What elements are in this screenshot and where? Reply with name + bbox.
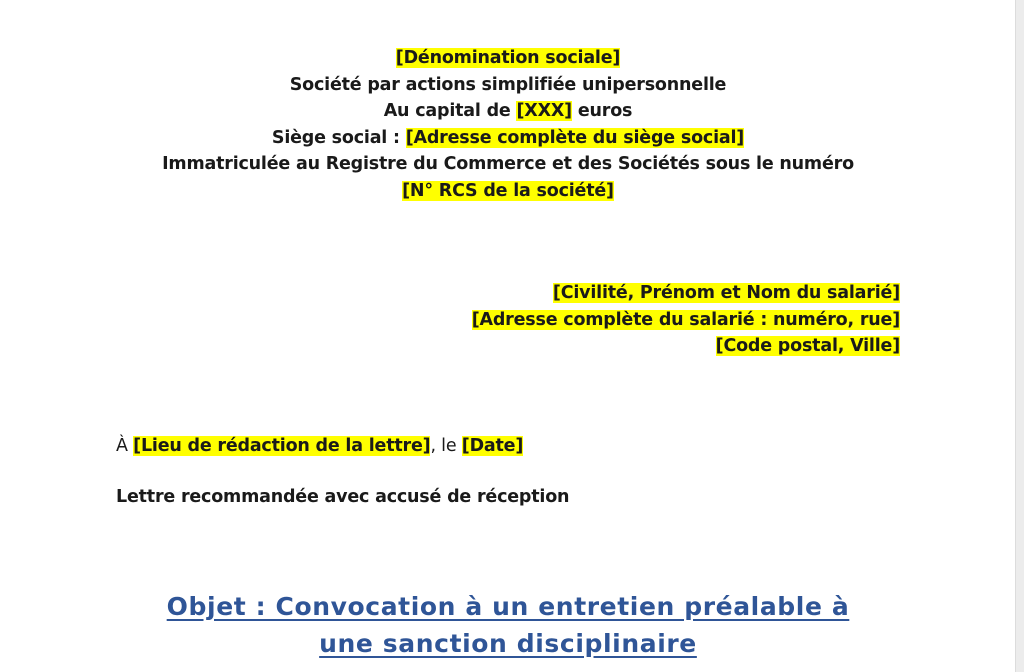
recipient-city-line	[472, 333, 900, 360]
place-placeholder: [Lieu de rédaction de la lettre]	[133, 436, 431, 456]
registration-text: Immatriculée au Registre du Commerce et des Sociétés sous le numéro	[162, 154, 854, 175]
company-header	[0, 45, 1016, 205]
capital-placeholder: [XXX]	[516, 101, 572, 122]
registered-office-placeholder: [Adresse complète du siège social]	[405, 127, 745, 148]
subject-line-1: Objet : Convocation à un entretien préalable à	[166, 592, 850, 621]
date-connector: , le	[430, 436, 462, 456]
subject-line-2: une sanction disciplinaire	[319, 629, 697, 658]
recipient-name-placeholder: [Civilité, Prénom et Nom du salarié]	[552, 283, 900, 303]
legal-form: Société par actions simplifiée unipersonnelle	[289, 74, 727, 95]
company-name-placeholder: [Dénomination sociale]	[395, 48, 621, 68]
capital-prefix: Au capital de	[383, 101, 517, 122]
rcs-number-placeholder: [N° RCS de la société]	[402, 180, 614, 201]
company-name-line	[0, 45, 1016, 72]
date-placeholder: [Date]	[461, 436, 524, 456]
place-and-date	[116, 433, 523, 459]
recipient-block	[472, 280, 900, 360]
capital-line	[0, 98, 1016, 125]
page-edge	[1015, 0, 1024, 672]
registered-office-prefix: Siège social :	[271, 127, 406, 148]
recipient-address-placeholder: [Adresse complète du salarié : numéro, rue]	[471, 309, 900, 330]
recipient-city-placeholder: [Code postal, Ville]	[715, 336, 900, 357]
capital-suffix: euros	[571, 101, 633, 122]
recipient-address-line	[472, 307, 900, 334]
delivery-mode: Lettre recommandée avec accusé de réception	[116, 487, 570, 507]
place-prefix: À	[116, 436, 134, 456]
recipient-name-line	[472, 280, 900, 307]
letter-subject	[0, 588, 1016, 662]
rcs-number-line	[0, 178, 1016, 205]
registered-office-line	[0, 125, 1016, 152]
